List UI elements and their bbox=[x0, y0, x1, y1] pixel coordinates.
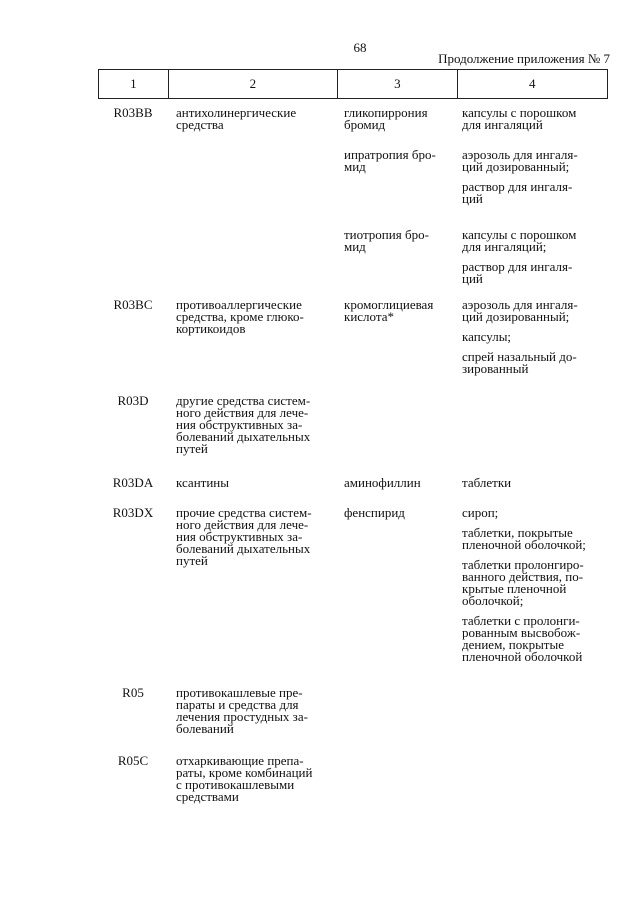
dosage-form-line: капсулы с порошком bbox=[462, 227, 577, 242]
dosage-form-line: капсулы с порошком bbox=[462, 105, 577, 120]
group-name-line: лечения простудных за- bbox=[176, 709, 308, 724]
atc-group-name bbox=[168, 507, 338, 567]
group-name-line: раты, кроме комбинаций bbox=[176, 765, 313, 780]
group-name-line: болеваний дыхательных bbox=[176, 429, 311, 444]
group-name-line: ного действия для лече- bbox=[176, 517, 309, 532]
dosage-form bbox=[462, 299, 578, 323]
medicine-table bbox=[98, 69, 608, 99]
dosage-form-column bbox=[458, 755, 608, 803]
group-name-line: путей bbox=[176, 441, 208, 456]
dosage-form-line: раствор для ингаля- bbox=[462, 259, 573, 274]
drug-inn bbox=[344, 299, 433, 323]
dosage-form-line: оболочкой; bbox=[462, 593, 524, 608]
atc-group-name bbox=[168, 477, 338, 489]
drug-inn-line: аминофиллин bbox=[344, 475, 421, 490]
dosage-form bbox=[462, 559, 586, 607]
table-row bbox=[98, 297, 608, 376]
dosage-form-column bbox=[458, 297, 608, 376]
atc-group-name bbox=[168, 299, 338, 335]
inn-column bbox=[338, 477, 458, 489]
group-name-line: средствами bbox=[176, 789, 239, 804]
atc-code: R03DX bbox=[112, 505, 154, 520]
dosage-form-line: ций bbox=[462, 271, 483, 286]
group-name-line: средства, кроме глюко- bbox=[176, 309, 304, 324]
table-header-row bbox=[98, 69, 608, 99]
dosage-form bbox=[462, 149, 578, 173]
dosage-form-line: рованным высвобож- bbox=[462, 625, 581, 640]
group-name-line: ния обструктивных за- bbox=[176, 529, 303, 544]
dosage-forms bbox=[462, 149, 578, 205]
column-header-3: 3 bbox=[338, 70, 458, 98]
dosage-form-line: дением, покрытые bbox=[462, 637, 564, 652]
drug-inn-line: тиотропия бро- bbox=[344, 227, 429, 242]
dosage-form-line: крытые пленочной bbox=[462, 581, 567, 596]
drug-inn-line: ипратропия бро- bbox=[344, 147, 436, 162]
dosage-form bbox=[462, 331, 578, 343]
group-name-line: другие средства систем- bbox=[176, 393, 311, 408]
atc-group-name bbox=[168, 107, 338, 131]
inn-column bbox=[338, 687, 458, 735]
dosage-form bbox=[462, 261, 576, 285]
inn-column bbox=[338, 507, 458, 567]
drug-inn-line: мид bbox=[344, 159, 366, 174]
column-header-4: 4 bbox=[529, 76, 536, 91]
group-name-line: ного действия для лече- bbox=[176, 405, 309, 420]
dosage-form-line: зированный bbox=[462, 361, 529, 376]
inn-column bbox=[338, 395, 458, 455]
appendix-continuation-label: Продолжение приложения № 7 bbox=[438, 51, 610, 66]
dosage-form-line: таблетки с пролонги- bbox=[462, 613, 580, 628]
table-row bbox=[98, 505, 608, 664]
atc-code: R03BC bbox=[113, 297, 153, 312]
group-name-line: противокашлевые пре- bbox=[176, 685, 303, 700]
dosage-form-line: для ингаляций bbox=[462, 117, 543, 132]
dosage-forms bbox=[462, 477, 511, 489]
dosage-form bbox=[462, 181, 578, 205]
atc-group-name bbox=[168, 755, 338, 803]
dosage-form bbox=[462, 477, 511, 489]
dosage-form-line: сироп; bbox=[462, 505, 499, 520]
dosage-form-line: ций bbox=[462, 191, 483, 206]
drug-inn-line: кромоглициевая bbox=[344, 297, 434, 312]
dosage-form-line: таблетки bbox=[462, 475, 512, 490]
group-name-line: прочие средства систем- bbox=[176, 505, 312, 520]
drug-inn-line: мид bbox=[344, 239, 366, 254]
inn-column bbox=[338, 299, 458, 335]
group-name-line: кортикоидов bbox=[176, 321, 246, 336]
group-name-line: ксантины bbox=[176, 475, 229, 490]
dosage-form bbox=[462, 527, 586, 551]
dosage-form-column bbox=[458, 105, 608, 286]
group-name-line: ния обструктивных за- bbox=[176, 417, 303, 432]
drug-inn-line: бромид bbox=[344, 117, 386, 132]
atc-code: R05C bbox=[117, 753, 149, 768]
dosage-form-line: пленочной оболочкой; bbox=[462, 537, 586, 552]
group-name-line: путей bbox=[176, 553, 208, 568]
drug-inn-line: кислота* bbox=[344, 309, 394, 324]
dosage-form-line: для ингаляций; bbox=[462, 239, 547, 254]
drug-inn bbox=[344, 477, 421, 489]
dosage-form-line: спрей назальный до- bbox=[462, 349, 577, 364]
dosage-form-line: аэрозоль для ингаля- bbox=[462, 297, 578, 312]
table-row bbox=[98, 755, 608, 803]
group-name-line: антихолинергические bbox=[176, 105, 297, 120]
table-row bbox=[98, 395, 608, 455]
dosage-form bbox=[462, 615, 586, 663]
group-name-line: болеваний дыхательных bbox=[176, 541, 311, 556]
group-name-line: параты и средства для bbox=[176, 697, 299, 712]
dosage-form-line: ций дозированный; bbox=[462, 159, 570, 174]
column-header-2: 2 bbox=[169, 70, 338, 98]
dosage-form-line: ванного действия, по- bbox=[462, 569, 584, 584]
atc-code: R03BB bbox=[113, 105, 153, 120]
atc-code: R03D bbox=[117, 393, 149, 408]
dosage-form bbox=[462, 507, 586, 519]
dosage-forms bbox=[462, 107, 576, 131]
group-name-line: отхаркивающие препа- bbox=[176, 753, 304, 768]
dosage-forms bbox=[462, 299, 578, 375]
drug-inn bbox=[344, 507, 405, 519]
inn-column bbox=[338, 755, 458, 803]
dosage-form-column bbox=[458, 687, 608, 735]
drug-inn bbox=[344, 107, 428, 131]
dosage-forms bbox=[462, 507, 586, 663]
column-header-1: 1 bbox=[99, 70, 169, 98]
dosage-form bbox=[462, 107, 576, 131]
dosage-form-line: пленочной оболочкой bbox=[462, 649, 583, 664]
page-number: 68 bbox=[353, 40, 367, 55]
group-name-line: средства bbox=[176, 117, 224, 132]
dosage-form-line: таблетки пролонгиро- bbox=[462, 557, 584, 572]
inn-column bbox=[338, 105, 458, 254]
dosage-form-column bbox=[458, 505, 608, 664]
dosage-form-column bbox=[458, 477, 608, 489]
atc-group-name bbox=[168, 395, 338, 455]
group-name-line: противоаллергические bbox=[176, 297, 302, 312]
dosage-form-line: ций дозированный; bbox=[462, 309, 570, 324]
group-name-line: болеваний bbox=[176, 721, 234, 736]
table-row bbox=[98, 105, 608, 286]
drug-inn bbox=[344, 149, 436, 173]
dosage-form bbox=[462, 351, 578, 375]
dosage-form-line: раствор для ингаля- bbox=[462, 179, 573, 194]
dosage-form-line: таблетки, покрытые bbox=[462, 525, 573, 540]
table-row bbox=[98, 687, 608, 735]
dosage-forms bbox=[462, 229, 576, 285]
dosage-form bbox=[462, 229, 576, 253]
group-name-line: с противокашлевыми bbox=[176, 777, 295, 792]
drug-inn-line: гликопиррония bbox=[344, 105, 428, 120]
dosage-form-line: аэрозоль для ингаля- bbox=[462, 147, 578, 162]
table-row bbox=[98, 477, 608, 489]
atc-code: R03DA bbox=[112, 475, 154, 490]
dosage-form-line: капсулы; bbox=[462, 329, 512, 344]
dosage-form-column bbox=[458, 395, 608, 455]
drug-inn bbox=[344, 229, 429, 253]
atc-group-name bbox=[168, 687, 338, 735]
drug-inn-line: фенспирид bbox=[344, 505, 405, 520]
atc-code: R05 bbox=[122, 685, 144, 700]
